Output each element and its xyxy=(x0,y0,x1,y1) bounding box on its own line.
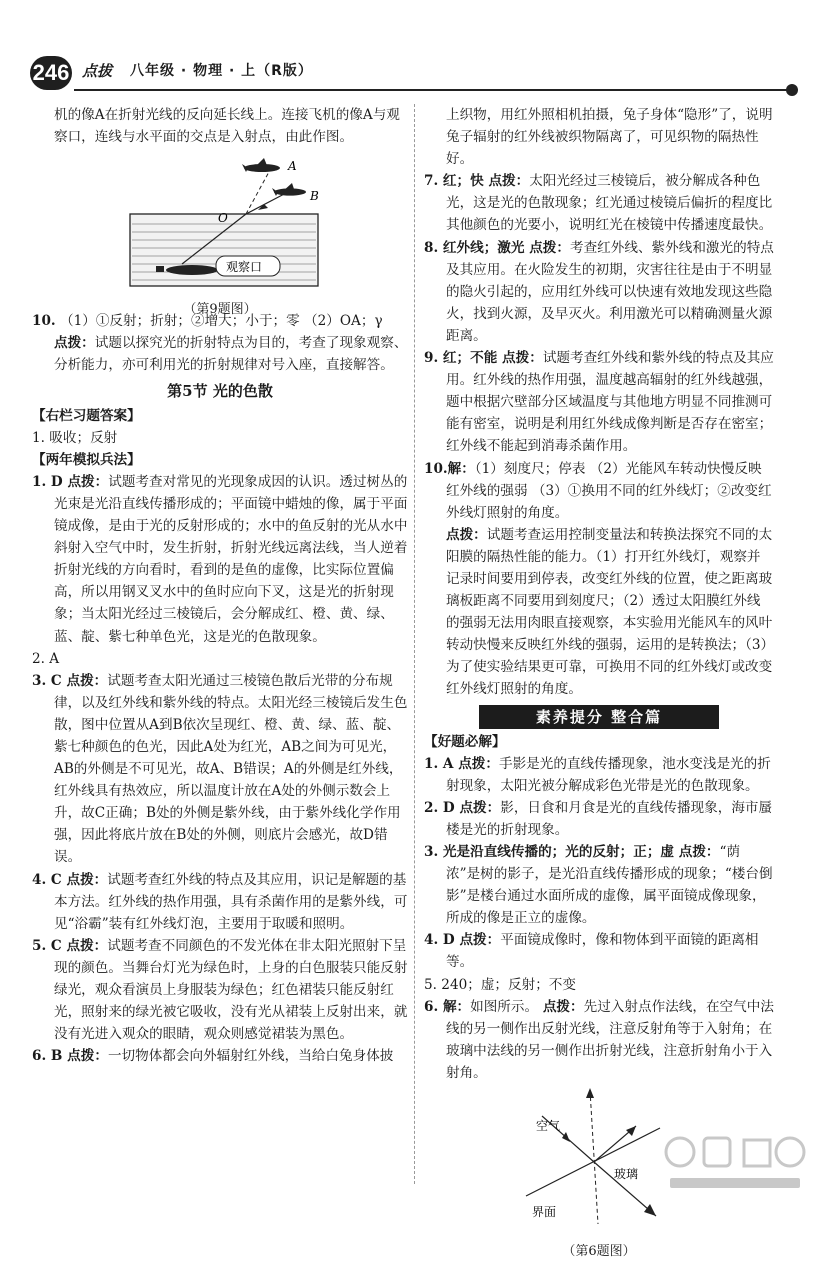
watermark-logo-icon xyxy=(660,1132,810,1194)
svg-text:O: O xyxy=(218,211,228,226)
answer-6: 6. B 点拨：一切物体都会向外辐射红外线，当给白兔身体披 xyxy=(32,1048,394,1065)
svg-text:玻璃: 玻璃 xyxy=(614,1167,639,1182)
figure-caption: （第9题图） xyxy=(183,302,257,318)
integrate-answer-6: 6. 解：如图所示。 点拨：先过入射点作法线，在空气中法线的另一侧作出反射光线，注意反射角等于入射角；在玻璃中法线的另一侧作出折射光线，注意折射角小于入射角。 xyxy=(424,998,774,1081)
tag-right-exercise: 【右栏习题答案】 xyxy=(32,407,141,424)
integrate-answer-5: 5. 240；虚；反射；不变 xyxy=(424,976,576,993)
q6-continuation: 上织物，用红外照相机拍摄，兔子身体“隐形”了，说明兔子辐射的红外线被织物隔离了，可见织物的隔热性好。 xyxy=(446,107,773,168)
svg-text:B: B xyxy=(310,189,319,204)
right-exercise-answer-1: 1. 吸收；反射 xyxy=(32,429,118,446)
q10-tip: 点拨：试题以探究光的折射特点为目的，考查了现象观察、分析能力，亦可利用光的折射规律对号入座，直接解答。 xyxy=(54,335,408,374)
left-column xyxy=(32,104,408,1067)
answer-10-tip: 点拨：试题考查运用控制变量法和转换法探究不同的太阳膜的隔热性能的能力。（1）打开红外线灯，观察并记录时间要用到停表，改变红外线的位置，使之距离玻璃板距离不同要用到刻度尺；（2）透过太阳膜红外线的强弱无法用肉眼直接观察，本实验用光能风车的风叶转动快慢来反映红外线的强弱，运用的是转换法；（3）为了使实验结果更可靠，可换用不同的红外线灯或改变红外线灯照射的角度。 xyxy=(446,526,773,698)
q10-answer: 10. （1）①反射；折射；②增大；小于；零 （2）OA；γ xyxy=(32,313,383,330)
answer-5: 5. C 点拨：试题考查不同颜色的不发光体在非太阳光照射下呈现的颜色。当舞台灯光为绿色时，上身的白色服装只能反射绿光，观众看演员上身服装为绿色；红色裙装只能反射红光，照射来的绿光被它吸收，没有光从裙装上反射出来，就没有光进入观众的眼睛，观众则感觉裙装为黑色。 xyxy=(32,937,408,1043)
airplane-refraction-diagram xyxy=(32,148,408,292)
answer-8: 8. 红外线；激光 点拨：考查红外线、紫外线和激光的特点及其应用。在火险发生的初期，灾害往往是由于不明显的隐火引起的，应用红外线可以快速有效地发现这些隐火，找到火源，及早灭火。利用激光可以精确测量火源距离。 xyxy=(424,239,774,344)
header-rule xyxy=(74,89,790,91)
tag-mock-exam: 【两年模拟兵法】 xyxy=(32,451,141,468)
figure-q9 xyxy=(32,148,408,318)
answer-7: 7. 红；快 点拨：太阳光经过三棱镜后，被分解成各种色光，这是光的色散现象；红光通过棱镜后偏折的程度比其他颜色的光要小，说明红光在棱镜中传播速度最快。 xyxy=(424,173,773,234)
page-header xyxy=(30,54,800,94)
brand-logo: 点拔 xyxy=(82,62,113,80)
integrate-answer-3: 3. 光是沿直线传播的；光的反射；正；虚 点拨：“荫浓”是树的影子，是光沿直线传播形成的现象；“楼台倒影”是楼台通过水面所成的虚像，属平面镜成像现象，所成的像是正立的虚像。 xyxy=(424,844,773,927)
answer-1: 1. D 点拨：试题考查对常见的光现象成因的认识。透过树丛的光束是光沿直线传播形成的；平面镜中蜡烛的像，属于平面镜成像，是由于光的反射形成的；水中的鱼反射的光从水中斜射入空气中时，发生折射，折射光线远离法线，当人逆着折射光线的方向看时，看到的是鱼的虚像，比实际位置偏高，所以用钢叉叉水中的鱼时应向下叉，这是光的折射现象；当太阳光经过三棱镜后，会分解成红、橙、黄、绿、蓝、靛、紫七种单色光，这是光的色散现象。 xyxy=(32,473,408,645)
integrate-answer-1: 1. A 点拨：手影是光的直线传播现象，池水变浅是光的折射现象，太阳光被分解成彩色光带是光的色散现象。 xyxy=(424,755,771,794)
integrate-answer-4: 4. D 点拨：平面镜成像时，像和物体到平面镜的距离相等。 xyxy=(424,932,759,971)
svg-text:界面: 界面 xyxy=(532,1205,557,1220)
column-divider xyxy=(414,104,415,1184)
answer-2: 2. A xyxy=(32,650,60,667)
tag-must-solve: 【好题必解】 xyxy=(424,733,506,750)
section-band: 素养提分 整合篇 xyxy=(479,705,719,729)
figure-caption: （第6题图） xyxy=(562,1244,636,1260)
integrate-answer-2: 2. D 点拨：影，日食和月食是光的直线传播现象，海市蜃楼是光的折射现象。 xyxy=(424,799,773,838)
answer-4: 4. C 点拨：试题考查红外线的特点及其应用，识记是解题的基本方法。红外线的热作用强，具有杀菌作用的是紫外线，可见“浴霸”装有红外线灯泡，主要用于取暖和照明。 xyxy=(32,871,408,932)
book-subtitle: 八年级 · 物理 · 上（R版） xyxy=(130,63,313,79)
plane-image-icon xyxy=(242,158,280,172)
page-number: 246 xyxy=(30,56,72,90)
svg-text:空气: 空气 xyxy=(536,1119,561,1134)
answer-10: 10.解：（1）刻度尺；停表 （2）光能风车转动快慢反映红外线的强弱 （3）①换用不同的红外线灯；②改变红外线灯照射的角度。 xyxy=(424,460,772,521)
header-rule-dot xyxy=(786,84,798,96)
q9-answer-continuation: 机的像A在折射光线的反向延长线上。连接飞机的像A与观察口，连线与水平面的交点是入射点，由此作图。 xyxy=(54,107,400,146)
right-column xyxy=(424,104,774,1260)
svg-text:观察口: 观察口 xyxy=(226,260,263,275)
answer-9: 9. 红；不能 点拨：试题考查红外线和紫外线的特点及其应用。红外线的热作用强，温度越高辐射的红外线越强，题中根据穴壁部分区域温度与其他地方明显不同推测可能有密室，说明是利用红外线成像判断是否存在密室；红外线不能起到消毒杀菌作用。 xyxy=(424,350,774,455)
answer-3: 3. C 点拨：试题考查太阳光通过三棱镜色散后光带的分布规律，以及红外线和紫外线的特点。太阳光经三棱镜后发生色散，图中位置从A到B依次呈现红、橙、黄、绿、蓝、靛、紫七种颜色的色光，因此A处为红光，AB之间为可见光，AB的外侧是不可见光，故A、B错误；A的外侧是红外线，红外线具有热效应，所以温度计放在A处的外侧示数会上升，故C正确；B处的外侧是紫外线，由于紫外线化学作用强，因此将底片放在B处的外侧，则底片会感光，故D错误。 xyxy=(32,672,408,866)
section-title: 第5节 光的色散 xyxy=(167,382,273,401)
plane-real-icon xyxy=(272,183,306,196)
svg-text:A: A xyxy=(288,159,297,174)
